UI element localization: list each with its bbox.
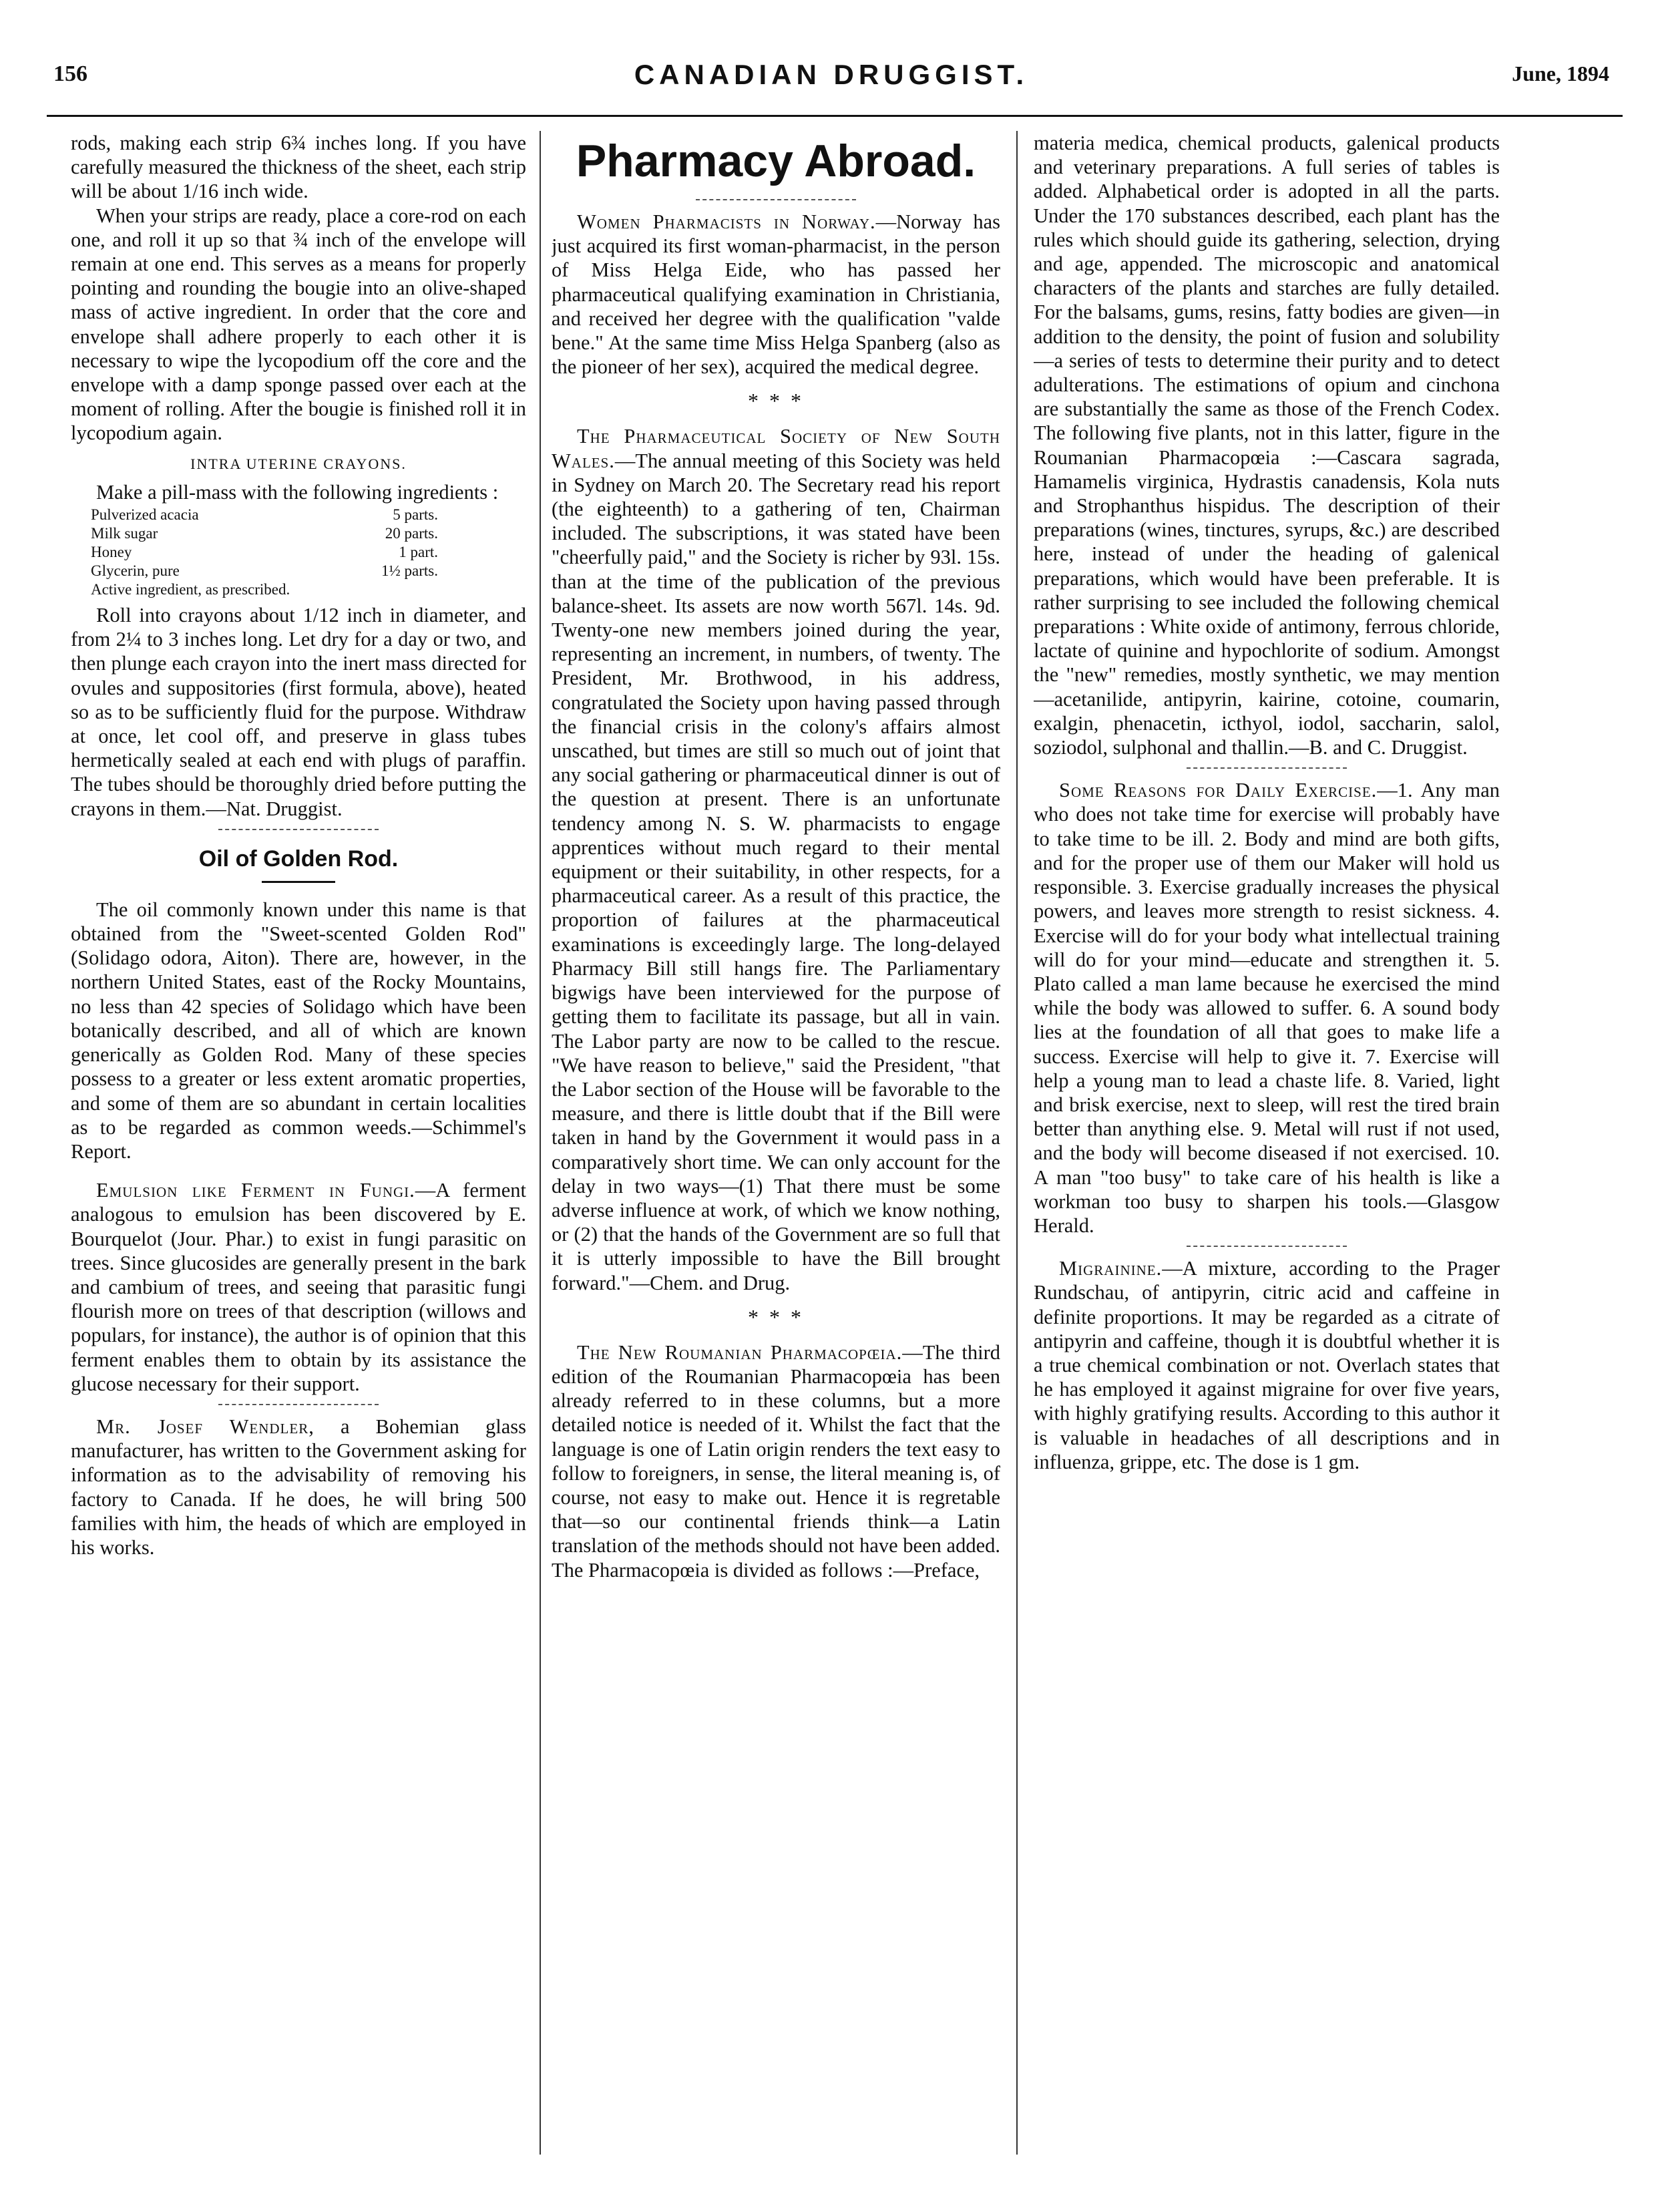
ingredient-quantity: 1½ parts. <box>381 562 438 580</box>
separator <box>1187 767 1347 769</box>
separator <box>218 1404 379 1405</box>
run-in-heading: Women Pharmacists in Norway. <box>577 210 876 233</box>
paragraph-body: —A ferment analogous to emulsion has been discovered by E. Bourquelot (Jour. Phar.) to exist in fungi parasitic on trees. Since glucosides are generally present in the bark and cambium of trees, and seeing that parasitic fungi flourish more on trees of that description (willows and populars, for instance), the author is of opinion that this ferment enables them to obtain by its assistance the glucose necessary for their support. <box>71 1179 526 1395</box>
run-in-heading: Emulsion like Ferment in Fungi. <box>96 1179 415 1202</box>
paragraph-body: —1. Any man who does not take time for exercise will probably have to take time to be ill. 2. Body and mind are both gifts, and for the proper use of them our Maker will hold us responsible. 3. Exercise gradually increases the physical powers, and leaves more strength to resist sickness. 4. Exercise will do for your body what intellectual training will do for your mind—educate and strengthen it. 5. Plato called a man lame because he exercised the mind while the body was allowed to suffer. 6. A sound body lies at the foundation of all that goes to make life a success. Exercise will help to give it. 7. Exercise will help a young man to lead a chaste life. 8. Varied, light and brisk exercise, next to sleep, will rest the tired brain better than anything else. 9. Metal will rust if not used, and the body will become diseased if not exercised. 10. A man "too busy" to take care of his health is like a workman too busy to sharpen his tools.—Glasgow Herald. <box>1034 779 1500 1237</box>
paragraph-body: —The annual meeting of this Society was held in Sydney on March 20. The Secretary read his report (the eighteenth) to a gathering of ten, Chairman included. The subscriptions, it was stated have been "cheerfully paid," and the Society is richer by 93l. 15s. than at the time of the publication of the previous balance-sheet. Its assets are now worth 567l. 14s. 9d. Twenty-one new members joined during the year, representing an increment, in numbers, of twenty. The President, Mr. Brothwood, in his address, congratulated the Society upon having passed through the financial crisis in the colony's affairs almost unscathed, but times are still so much out of joint that any social gathering or pharmaceutical dinner is out of the question at present. There is an unfortunate tendency among N. S. W. pharmacists to engage apprentices without much regard to their mental equipment or their suitability, in other respects, for a pharmaceutical career. As a result of this practice, the proportion of failures at the pharmaceutical examinations is exceedingly large. The long-delayed Pharmacy Bill still hangs fire. The Parliamentary bigwigs have been interviewed for the purpose of getting them to facilitate its passage, but all in vain. The Labor party are now to be called to the rescue. "We have reason to believe," said the President, "that the Labor section of the House will be favorable to the measure, and there is little doubt that if the Bill were taken in hand by the Government it would pass in a comparatively short time. We can only account for the delay in two ways—(1) That there must be some adverse influence at work, of which we know nothing, or (2) that the hands of the Government are so full that it is utterly impossible to have the Bill brought forward."—Chem. and Drug. <box>552 449 1000 1294</box>
ingredient-quantity: 5 parts. <box>393 506 438 524</box>
paragraph-body: a Bohemian glass manufacturer, has written to the Government asking for information as to the advisability of removing his factory to Canada. If he does, he will bring 500 families with him, the heads of which are employed in his works. <box>71 1415 526 1559</box>
paragraph: The oil commonly known under this name is that obtained from the "Sweet-scented Golden Rod" (Solidago odora, Aiton). There are, however, in the northern United States, east of the Rocky Mountains, no less than 42 species of Solidago which have been botanically described, and all of which are known generically as Golden Rod. Many of these species possess to a greater or less extent aromatic properties, and some of them are so abundant in certain localities as to be regarded as common weeds.—Schimmel's Report. <box>71 898 526 1163</box>
title-rule <box>262 881 335 883</box>
ingredient-name: Glycerin, pure <box>91 562 180 580</box>
section-title-pharmacy-abroad: Pharmacy Abroad. <box>576 136 976 186</box>
section-title-golden-rod: Oil of Golden Rod. <box>198 846 399 872</box>
paragraph-migrainine <box>1034 1256 1500 1474</box>
paragraph-nsw <box>552 424 1000 1294</box>
column-divider <box>1016 131 1018 2155</box>
ingredient-row <box>91 506 438 524</box>
ingredient-row <box>91 562 438 580</box>
paragraph: materia medica, chemical products, galenical products and veterinary preparations. A full series of tables is added. Alphabetical order is adopted in all the parts. Under the 170 substances described, each plant has the rules which should guide its gathering, selection, drying and age, appended. The microscopic and anatomical characters of the plants and starches are fully detailed. For the balsams, gums, resins, fatty bodies are given—in addition to the density, the point of fusion and solubility—a series of tests to determine their purity and to detect adulterations. The estimations of opium and cinchona are substantially the same as those of the French Codex. The following five plants, not in this latter, figure in the Roumanian Pharmacopœia :—Cascara sagrada, Hamamelis virginica, Hydrastis canadensis, Kola nuts and Strophanthus hispidus. The description of their preparations (wines, tinctures, syrups, &c.) are described here, instead of under the heading of galenical preparations, which would have been preferable. It is rather surprising to see included the following chemical preparations : White oxide of antimony, ferrous chloride, lactate of quinine and hypochlorite of sodium. Amongst the "new" remedies, mostly synthetic, we may mention—acetanilide, antipyrin, kairine, cotoine, coumarin, exalgin, phenacetin, icthyol, iodol, saccharin, salol, soziodol, sulphonal and thallin.—B. and C. Druggist. <box>1034 132 1500 759</box>
column-right <box>1034 131 1500 2155</box>
ingredient-quantity: 20 parts. <box>385 525 438 542</box>
subsection-heading: INTRA UTERINE CRAYONS. <box>190 455 407 472</box>
ingredient-row <box>91 543 438 562</box>
separator <box>218 829 379 830</box>
paragraph: When your strips are ready, place a core-rod on each one, and roll it up so that ¾ inch of the envelope will remain at one end. This serves as a means for properly pointing and rounding the bougie into an olive-shaped mass of active ingredient. In order that the core and envelope shall adhere properly to each other it is necessary to wipe the lycopodium off the core and the envelope with a damp sponge passed over each at the moment of rolling. After the bougie is finished roll it in lycopodium again. <box>71 204 526 445</box>
run-in-heading: Mr. Josef Wendler, <box>96 1415 315 1438</box>
column-left <box>71 131 526 2155</box>
run-in-heading: The New Roumanian Pharmacopœia. <box>577 1340 903 1364</box>
journal-title: CANADIAN DRUGGIST. <box>634 59 1029 90</box>
header-rule <box>47 115 1623 117</box>
asterism: * * * <box>748 1304 804 1329</box>
paragraph-body: —Norway has just acquired its first woman-pharmacist, in the person of Miss Helga Eide, who has passed her pharmaceutical qualifying examination in Christiania, and received her degree with the qualification "valde bene." At the same time Miss Helga Spanberg (also as the pioneer of her sex), acquired the medical degree. <box>552 210 1000 379</box>
paragraph-body: —A mixture, according to the Prager Rundschau, of antipyrin, citric acid and caffeine in definite proportions. It may be regarded as a citrate of antipyrin and caffeine, though it is doubtful whether it is a true chemical combination or not. Overlach states that he has employed it against migraine for over five years, with highly gratifying results. According to this author it is valuable in headaches of all descriptions and in influenza, grippe, etc. The dose is 1 gm. <box>1034 1257 1500 1473</box>
separator <box>1187 1246 1347 1247</box>
paragraph-body: —The third edition of the Roumanian Pharmacopœia has been already referred to in these columns, but a more detailed notice is needed of it. Whilst the fact that the language is one of Latin origin renders the text easy to follow to foreigners, in sense, the literal meaning is, of course, not easy to make out. Hence it is regretable that—so our continental friends think—a Latin translation of the methods should not have been added. The Pharmacopœia is divided as follows :—Preface, <box>552 1340 1000 1582</box>
paragraph-wendler <box>71 1415 526 1559</box>
ingredient-name: Milk sugar <box>91 525 158 542</box>
run-in-heading: Some Reasons for Daily Exercise. <box>1059 779 1378 802</box>
asterism: * * * <box>748 389 804 413</box>
separator <box>696 199 856 200</box>
issue-date: June, 1894 <box>1512 61 1609 85</box>
ingredient-row <box>91 524 438 543</box>
paragraph: Roll into crayons about 1/12 inch in diameter, and from 2¼ to 3 inches long. Let dry for a day or two, and then plunge each crayon into the inert mass directed for ovules and suppositories (first formula, above), heated so as to be sufficiently fluid for the purpose. Withdraw at once, let cool off, and preserve in glass tubes hermetically sealed at each end with plugs of paraffin. The tubes should be thoroughly dried before putting the crayons in them.—Nat. Druggist. <box>71 604 526 820</box>
paragraph-emulsion <box>71 1178 526 1396</box>
page-header <box>53 61 1609 104</box>
page-number: 156 <box>53 61 87 86</box>
ingredient-name: Honey <box>91 544 132 561</box>
ingredient-list <box>91 506 526 599</box>
paragraph-roumanian <box>552 1340 1000 1582</box>
ingredient-name: Pulverized acacia <box>91 506 199 524</box>
run-in-heading: The Pharmaceutical Society of New South Wales. <box>552 425 1000 472</box>
paragraph: rods, making each strip 6¾ inches long. If you have carefully measured the thickness of the sheet, each strip will be about 1/16 inch wide. <box>71 132 526 203</box>
column-middle <box>552 131 1000 2155</box>
paragraph-exercise <box>1034 778 1500 1238</box>
run-in-heading: Migrainine. <box>1059 1257 1163 1280</box>
ingredient-note: Active ingredient, as prescribed. <box>91 581 290 598</box>
paragraph: Make a pill-mass with the following ingredients : <box>96 480 499 504</box>
ingredient-quantity: 1 part. <box>399 544 438 561</box>
column-divider <box>540 131 541 2155</box>
paragraph-norway <box>552 210 1000 379</box>
